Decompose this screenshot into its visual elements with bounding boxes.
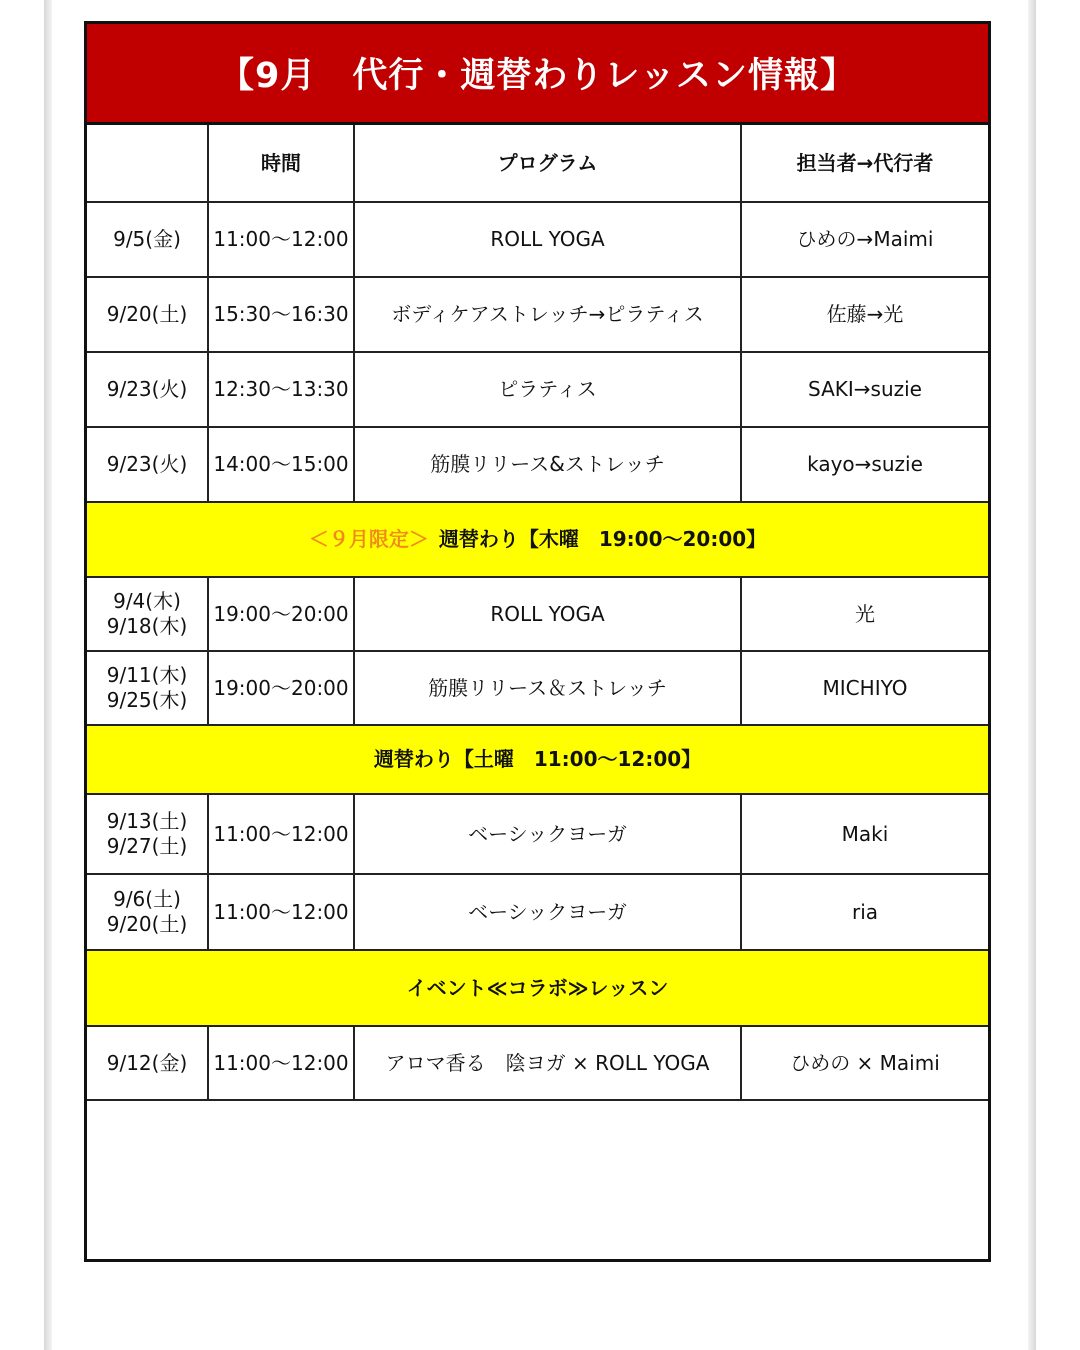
table-row (87, 277, 988, 352)
program-cell: ROLL YOGA (354, 577, 741, 651)
date-cell (87, 794, 208, 874)
time-cell: 11:00〜12:00 (208, 874, 354, 950)
date-cell: 9/12(金) (87, 1026, 208, 1100)
schedule-card (84, 21, 991, 1262)
program-cell: 筋膜リリース&ストレッチ (354, 427, 741, 502)
staff-cell: ria (741, 874, 988, 950)
staff-cell: SAKI→suzie (741, 352, 988, 427)
time-cell: 19:00〜20:00 (208, 577, 354, 651)
date-line: 9/25(木) (106, 688, 188, 712)
staff-cell: ひめの × Maimi (741, 1026, 988, 1100)
staff-cell: Maki (741, 794, 988, 874)
table-row (87, 874, 988, 950)
saturday-section-title: 週替わり【土曜 11:00〜12:00】 (87, 725, 988, 794)
date-cell (87, 874, 208, 950)
date-cell: 9/23(火) (87, 352, 208, 427)
page-shadow-left (44, 0, 52, 1350)
time-cell: 12:30〜13:30 (208, 352, 354, 427)
date-line: 9/20(土) (106, 912, 188, 936)
staff-cell: 佐藤→光 (741, 277, 988, 352)
date-line: 9/27(土) (106, 834, 188, 858)
date-line: 9/13(土) (106, 809, 188, 833)
program-cell: 筋膜リリース＆ストレッチ (354, 651, 741, 725)
program-cell: アロマ香る 陰ヨガ × ROLL YOGA (354, 1026, 741, 1100)
header-cell-staff: 担当者→代行者 (741, 125, 988, 202)
time-cell: 15:30〜16:30 (208, 277, 354, 352)
page-shadow-right (1028, 0, 1036, 1350)
table-row (87, 352, 988, 427)
table-row (87, 577, 988, 651)
date-line: 9/11(木) (106, 663, 188, 687)
staff-cell: 光 (741, 577, 988, 651)
header-cell-program: プログラム (354, 125, 741, 202)
date-line: 9/6(土) (113, 887, 181, 911)
event-section-band (87, 950, 988, 1026)
date-cell: 9/5(金) (87, 202, 208, 277)
limited-badge: ＜９月限定＞ (308, 527, 429, 551)
table-row (87, 794, 988, 874)
time-cell: 14:00〜15:00 (208, 427, 354, 502)
event-section-title: イベント≪コラボ≫レッスン (87, 950, 988, 1026)
staff-cell: kayo→suzie (741, 427, 988, 502)
date-line: 9/18(木) (106, 614, 188, 638)
table-row (87, 1026, 988, 1100)
thursday-section-band (87, 502, 988, 577)
program-cell: ピラティス (354, 352, 741, 427)
saturday-section-band (87, 725, 988, 794)
schedule-table (87, 125, 988, 1101)
staff-cell: ひめの→Maimi (741, 202, 988, 277)
thursday-section-title: 週替わり【木曜 19:00〜20:00】 (438, 527, 767, 551)
program-cell: ベーシックヨーガ (354, 874, 741, 950)
date-cell (87, 577, 208, 651)
date-line: 9/4(木) (113, 589, 181, 613)
staff-cell: MICHIYO (741, 651, 988, 725)
table-row (87, 202, 988, 277)
date-cell (87, 651, 208, 725)
time-cell: 11:00〜12:00 (208, 794, 354, 874)
table-row (87, 651, 988, 725)
header-cell-blank (87, 125, 208, 202)
page-title: 【9月 代行・週替わりレッスン情報】 (87, 24, 988, 125)
table-row (87, 427, 988, 502)
header-cell-time: 時間 (208, 125, 354, 202)
date-cell: 9/20(土) (87, 277, 208, 352)
time-cell: 11:00〜12:00 (208, 1026, 354, 1100)
program-cell: ベーシックヨーガ (354, 794, 741, 874)
table-header-row (87, 125, 988, 202)
time-cell: 11:00〜12:00 (208, 202, 354, 277)
time-cell: 19:00〜20:00 (208, 651, 354, 725)
date-cell: 9/23(火) (87, 427, 208, 502)
program-cell: ボディケアストレッチ→ピラティス (354, 277, 741, 352)
program-cell: ROLL YOGA (354, 202, 741, 277)
thursday-section-heading (87, 502, 988, 577)
